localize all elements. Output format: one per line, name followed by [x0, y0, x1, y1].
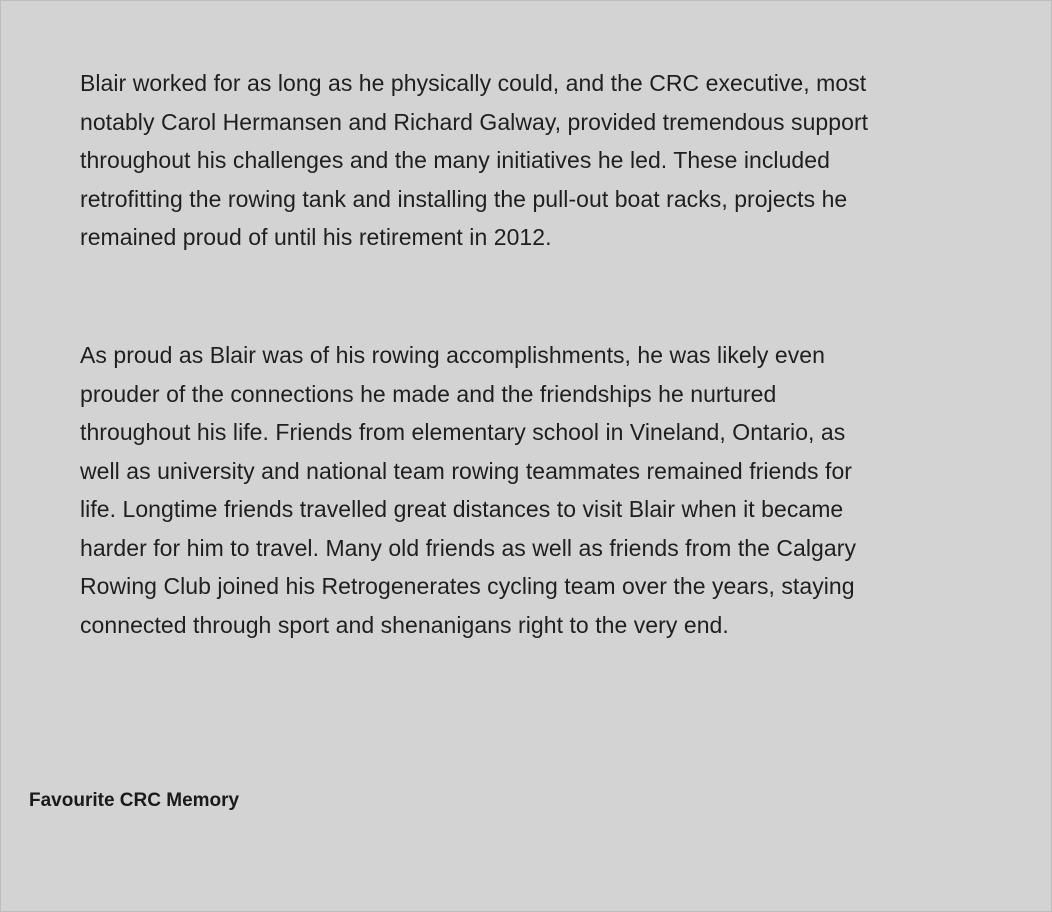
paragraph-line: well as university and national team rowing teammates remained friends for: [80, 457, 853, 484]
paragraph-line: prouder of the connections he made and the friendships he nurtured: [80, 380, 777, 407]
paragraph-line: retrofitting the rowing tank and installing the pull-out boat racks, projects he: [80, 185, 848, 212]
section-heading-favourite-memory: Favourite CRC Memory: [29, 790, 240, 811]
paragraph-line: throughout his challenges and the many initiatives he led. These included: [80, 147, 830, 173]
paragraph-line: life. Longtime friends travelled great distances to visit Blair when it became: [80, 496, 844, 522]
paragraph-line: notably Carol Hermansen and Richard Galway, provided tremendous support: [80, 108, 869, 135]
paragraph-retirement: [80, 64, 980, 257]
paragraph-line: As proud as Blair was of his rowing accomplishments, he was likely even: [80, 342, 825, 368]
paragraph-line: connected through sport and shenanigans right to the very end.: [80, 611, 729, 638]
paragraph-friendships: [80, 336, 980, 644]
paragraph-line: remained proud of until his retirement in 2012.: [80, 224, 552, 250]
paragraph-line: harder for him to travel. Many old friends as well as friends from the Calgary: [80, 534, 856, 561]
paragraph-line: Rowing Club joined his Retrogenerates cycling team over the years, staying: [80, 573, 855, 599]
paragraph-line: throughout his life. Friends from elementary school in Vineland, Ontario, as: [80, 419, 846, 445]
paragraph-line: Blair worked for as long as he physically could, and the CRC executive, most: [80, 70, 867, 96]
